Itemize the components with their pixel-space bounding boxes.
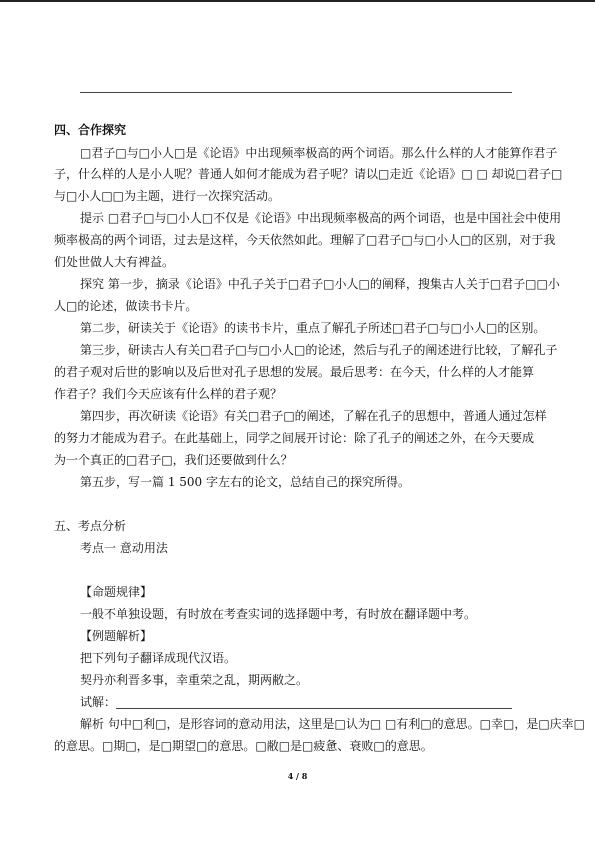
exam-point-title: 考点一 意动用法 <box>80 541 168 555</box>
paragraph-line: 第二步，研读关于《论语》的读书卡片，重点了解孔子所述□君子□与□小人□的区别。 <box>80 321 546 335</box>
section5-heading: 五、考点分析 <box>54 519 127 533</box>
analysis-line: 解析 句中□利□，是形容词的意动用法，这里是□认为□ □有利□的意思。□幸□，是□庆幸□ <box>80 717 586 731</box>
paragraph-line: 第五步，写一篇 1 500 字左右的论文，总结自己的探究所得。 <box>80 475 410 489</box>
paragraph-line: 提示 □君子□与□小人□不仅是《论语》中出现频率极高的两个词语，也是中国社会中使用 <box>80 211 562 225</box>
paragraph-line: 第四步，再次研读《论语》有关□君子□的阐述，了解在孔子的思想中，普通人通过怎样 <box>80 409 547 423</box>
paragraph-line: 的君子观对后世的影响以及后世对孔子思想的发展。最后思考：在今天，什么样的人才能算 <box>54 365 535 379</box>
paragraph-line: 子，什么样的人是小人呢？普通人如何才能成为君子呢？请以□走近《论语》□ □ 却说□君子□ <box>54 167 563 181</box>
paragraph-line: 第三步，研读古人有关□君子□与□小人□的论述，然后与孔子的阐述进行比较，了解孔子 <box>80 343 558 357</box>
paragraph-line: 人□的论述，做读书卡片。 <box>54 299 198 313</box>
example-sentence: 契丹亦利晋多事，幸重荣之乱，期两敝之。 <box>80 673 309 687</box>
analysis-line: 的意思。□期□，是□期望□的意思。□敝□是□疲惫、衰败□的意思。 <box>54 739 433 753</box>
attempt-answer-line <box>116 708 512 709</box>
task-text: 把下列句子翻译成现代汉语。 <box>80 651 237 665</box>
page-number: 4 / 8 <box>287 771 308 781</box>
paragraph-line: 与□小人□□为主题，进行一次探究活动。 <box>54 189 281 203</box>
paragraph-line: 作君子？我们今天应该有什么样的君子观？ <box>54 387 283 401</box>
section4-heading: 四、合作探究 <box>54 123 127 137</box>
paragraph-line: 探究 第一步，摘录《论语》中孔子关于□君子□小人□的阐释，搜集古人关于□君子□□小 <box>80 277 560 291</box>
paragraph-line: 的努力才能成为君子。在此基础上，同学之间展开讨论：除了孔子的阐述之外，在今天要成 <box>54 431 535 445</box>
top-rule <box>0 0 595 2</box>
paragraph-line: 频率极高的两个词语，过去是这样，今天依然如此。理解了□君子□与□小人□的区别，对于我 <box>54 233 556 247</box>
paragraph-line: 们处世做人大有裨益。 <box>54 255 175 269</box>
example-title: 【例题解析】 <box>80 629 153 643</box>
rule-title: 【命题规律】 <box>80 585 153 599</box>
rule-text: 一般不单独设题，有时放在考查实词的选择题中考，有时放在翻译题中考。 <box>80 607 477 621</box>
paragraph-line: □君子□与□小人□是《论语》中出现频率极高的两个词语。那么什么样的人才能算作君子 <box>80 146 558 160</box>
attempt-label: 试解： <box>80 695 117 709</box>
answer-blank-line <box>80 92 512 93</box>
paragraph-line: 为一个真正的□君子□，我们还要做到什么？ <box>54 453 293 467</box>
